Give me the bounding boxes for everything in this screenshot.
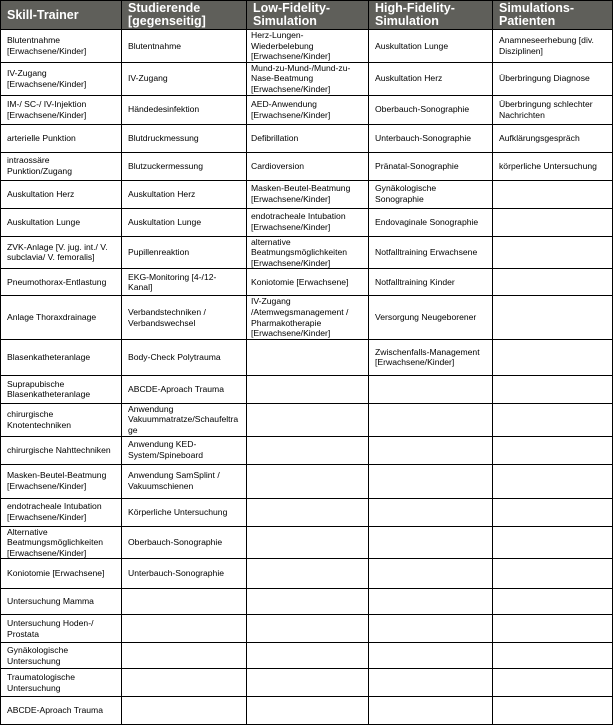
cell-low-fidelity: Cardioversion [247,152,369,180]
table-row [1,30,613,63]
table-row [1,669,613,697]
cell-simulations-patienten: körperliche Untersuchung [493,152,613,180]
table-row [1,615,613,643]
table-row [1,697,613,725]
cell-studierende: Anwendung Vakuummatratze/Schaufeltrage [122,403,247,436]
cell-low-fidelity: Masken-Beutel-Beatmung [Erwachsene/Kinder] [247,180,369,208]
header-studierende: Studierende [gegenseitig] [122,1,247,30]
header-row [1,1,613,30]
cell-low-fidelity: Defibrillation [247,124,369,152]
cell-skill-trainer: IM-/ SC-/ IV-Injektion [Erwachsene/Kinder] [1,95,122,124]
cell-simulations-patienten [493,296,613,339]
cell-high-fidelity: Unterbauch-Sonographie [369,124,493,152]
cell-high-fidelity [369,643,493,669]
cell-skill-trainer: Suprapubische Blasenkatheteranlage [1,375,122,403]
cell-low-fidelity [247,559,369,589]
table-row [1,643,613,669]
cell-high-fidelity [369,589,493,615]
cell-high-fidelity: Gynäkologische Sonographie [369,180,493,208]
cell-low-fidelity: endotracheale Intubation [Erwachsene/Kinder] [247,208,369,236]
table-row [1,95,613,124]
header-high-fidelity: High-Fidelity-Simulation [369,1,493,30]
header-skill-trainer: Skill-Trainer [1,1,122,30]
cell-low-fidelity: AED-Anwendung [Erwachsene/Kinder] [247,95,369,124]
cell-skill-trainer: Blasenkatheteranlage [1,339,122,375]
cell-high-fidelity: Pränatal-Sonographie [369,152,493,180]
cell-high-fidelity [369,464,493,498]
cell-skill-trainer: chirurgische Knotentechniken [1,403,122,436]
header-low-fidelity: Low-Fidelity-Simulation [247,1,369,30]
cell-skill-trainer: intraossäre Punktion/Zugang [1,152,122,180]
cell-high-fidelity [369,403,493,436]
cell-low-fidelity [247,526,369,559]
cell-studierende [122,643,247,669]
cell-high-fidelity: Auskultation Lunge [369,30,493,63]
cell-simulations-patienten [493,615,613,643]
cell-skill-trainer: ABCDE-Aproach Trauma [1,697,122,725]
table-row [1,152,613,180]
cell-simulations-patienten [493,526,613,559]
cell-skill-trainer: Gynäkologische Untersuchung [1,643,122,669]
cell-high-fidelity [369,615,493,643]
cell-low-fidelity [247,403,369,436]
table-row [1,526,613,559]
cell-studierende: Blutdruckmessung [122,124,247,152]
cell-low-fidelity [247,498,369,526]
table-row [1,180,613,208]
cell-low-fidelity: IV-Zugang /Atemwegsmanagement / Pharmakotherapie [Erwachsene/Kinder] [247,296,369,339]
cell-simulations-patienten [493,697,613,725]
cell-low-fidelity [247,589,369,615]
cell-skill-trainer: IV-Zugang [Erwachsene/Kinder] [1,62,122,95]
cell-simulations-patienten: Überbringung Diagnose [493,62,613,95]
cell-studierende [122,669,247,697]
cell-simulations-patienten [493,208,613,236]
cell-studierende: Auskultation Lunge [122,208,247,236]
cell-low-fidelity [247,697,369,725]
cell-skill-trainer: Untersuchung Mamma [1,589,122,615]
cell-low-fidelity [247,464,369,498]
cell-simulations-patienten [493,180,613,208]
cell-studierende: Unterbauch-Sonographie [122,559,247,589]
cell-studierende: Blutentnahme [122,30,247,63]
cell-low-fidelity [247,436,369,464]
cell-studierende: Body-Check Polytrauma [122,339,247,375]
cell-high-fidelity: Oberbauch-Sonographie [369,95,493,124]
cell-high-fidelity [369,559,493,589]
cell-studierende: Händedesinfektion [122,95,247,124]
table-row [1,375,613,403]
cell-studierende: Anwendung SamSplint / Vakuumschienen [122,464,247,498]
cell-low-fidelity [247,669,369,697]
cell-simulations-patienten [493,643,613,669]
table-row [1,464,613,498]
table-row [1,296,613,339]
table-row [1,436,613,464]
cell-skill-trainer: Masken-Beutel-Beatmung [Erwachsene/Kinder] [1,464,122,498]
cell-studierende: Oberbauch-Sonographie [122,526,247,559]
cell-studierende: Pupillenreaktion [122,236,247,269]
table-row [1,236,613,269]
cell-skill-trainer: Alternative Beatmungsmöglichkeiten [Erwachsene/Kinder] [1,526,122,559]
cell-skill-trainer: Auskultation Lunge [1,208,122,236]
cell-studierende [122,589,247,615]
cell-simulations-patienten [493,403,613,436]
cell-high-fidelity: Endovaginale Sonographie [369,208,493,236]
cell-simulations-patienten [493,589,613,615]
cell-high-fidelity: Zwischenfalls-Management [Erwachsene/Kinder] [369,339,493,375]
cell-skill-trainer: ZVK-Anlage [V. jug. int./ V. subclavia/ V. femoralis] [1,236,122,269]
cell-high-fidelity [369,697,493,725]
cell-skill-trainer: Blutentnahme [Erwachsene/Kinder] [1,30,122,63]
cell-simulations-patienten [493,339,613,375]
cell-skill-trainer: endotracheale Intubation [Erwachsene/Kinder] [1,498,122,526]
cell-simulations-patienten [493,269,613,296]
cell-low-fidelity: Mund-zu-Mund-/Mund-zu-Nase-Beatmung [Erwachsene/Kinder] [247,62,369,95]
cell-high-fidelity [369,498,493,526]
cell-low-fidelity [247,339,369,375]
cell-skill-trainer: Untersuchung Hoden-/ Prostata [1,615,122,643]
cell-low-fidelity [247,615,369,643]
cell-skill-trainer: Anlage Thoraxdrainage [1,296,122,339]
header-simulations-patienten: Simulations-Patienten [493,1,613,30]
cell-simulations-patienten [493,464,613,498]
table-row [1,339,613,375]
cell-low-fidelity: Herz-Lungen-Wiederbelebung [Erwachsene/Kinder] [247,30,369,63]
cell-high-fidelity: Auskultation Herz [369,62,493,95]
cell-studierende: EKG-Monitoring [4-/12-Kanal] [122,269,247,296]
cell-simulations-patienten [493,498,613,526]
cell-simulations-patienten: Aufklärungsgespräch [493,124,613,152]
cell-skill-trainer: arterielle Punktion [1,124,122,152]
cell-high-fidelity [369,526,493,559]
cell-studierende: Auskultation Herz [122,180,247,208]
cell-studierende: Verbandstechniken / Verbandswechsel [122,296,247,339]
cell-studierende: IV-Zugang [122,62,247,95]
cell-simulations-patienten: Überbringung schlechter Nachrichten [493,95,613,124]
cell-skill-trainer: Koniotomie [Erwachsene] [1,559,122,589]
cell-simulations-patienten [493,669,613,697]
cell-simulations-patienten [493,559,613,589]
table-row [1,269,613,296]
table-row [1,559,613,589]
cell-simulations-patienten [493,436,613,464]
cell-studierende [122,697,247,725]
cell-low-fidelity [247,643,369,669]
cell-studierende: Körperliche Untersuchung [122,498,247,526]
table-row [1,498,613,526]
table-body [1,30,613,725]
cell-high-fidelity: Versorgung Neugeborener [369,296,493,339]
cell-skill-trainer: Traumatologische Untersuchung [1,669,122,697]
cell-high-fidelity: Notfalltraining Erwachsene [369,236,493,269]
table-row [1,403,613,436]
cell-skill-trainer: Auskultation Herz [1,180,122,208]
table-row [1,208,613,236]
cell-studierende: Anwendung KED-System/Spineboard [122,436,247,464]
cell-low-fidelity: Koniotomie [Erwachsene] [247,269,369,296]
cell-studierende [122,615,247,643]
cell-low-fidelity [247,375,369,403]
cell-simulations-patienten [493,375,613,403]
cell-skill-trainer: chirurgische Nahttechniken [1,436,122,464]
cell-high-fidelity [369,436,493,464]
cell-studierende: ABCDE-Aproach Trauma [122,375,247,403]
table-row [1,589,613,615]
cell-high-fidelity [369,375,493,403]
cell-simulations-patienten: Anamneseerhebung [div. Disziplinen] [493,30,613,63]
table-row [1,124,613,152]
cell-skill-trainer: Pneumothorax-Entlastung [1,269,122,296]
cell-low-fidelity: alternative Beatmungsmöglichkeiten [Erwachsene/Kinder] [247,236,369,269]
cell-simulations-patienten [493,236,613,269]
table-row [1,62,613,95]
cell-high-fidelity: Notfalltraining Kinder [369,269,493,296]
cell-studierende: Blutzuckermessung [122,152,247,180]
cell-high-fidelity [369,669,493,697]
